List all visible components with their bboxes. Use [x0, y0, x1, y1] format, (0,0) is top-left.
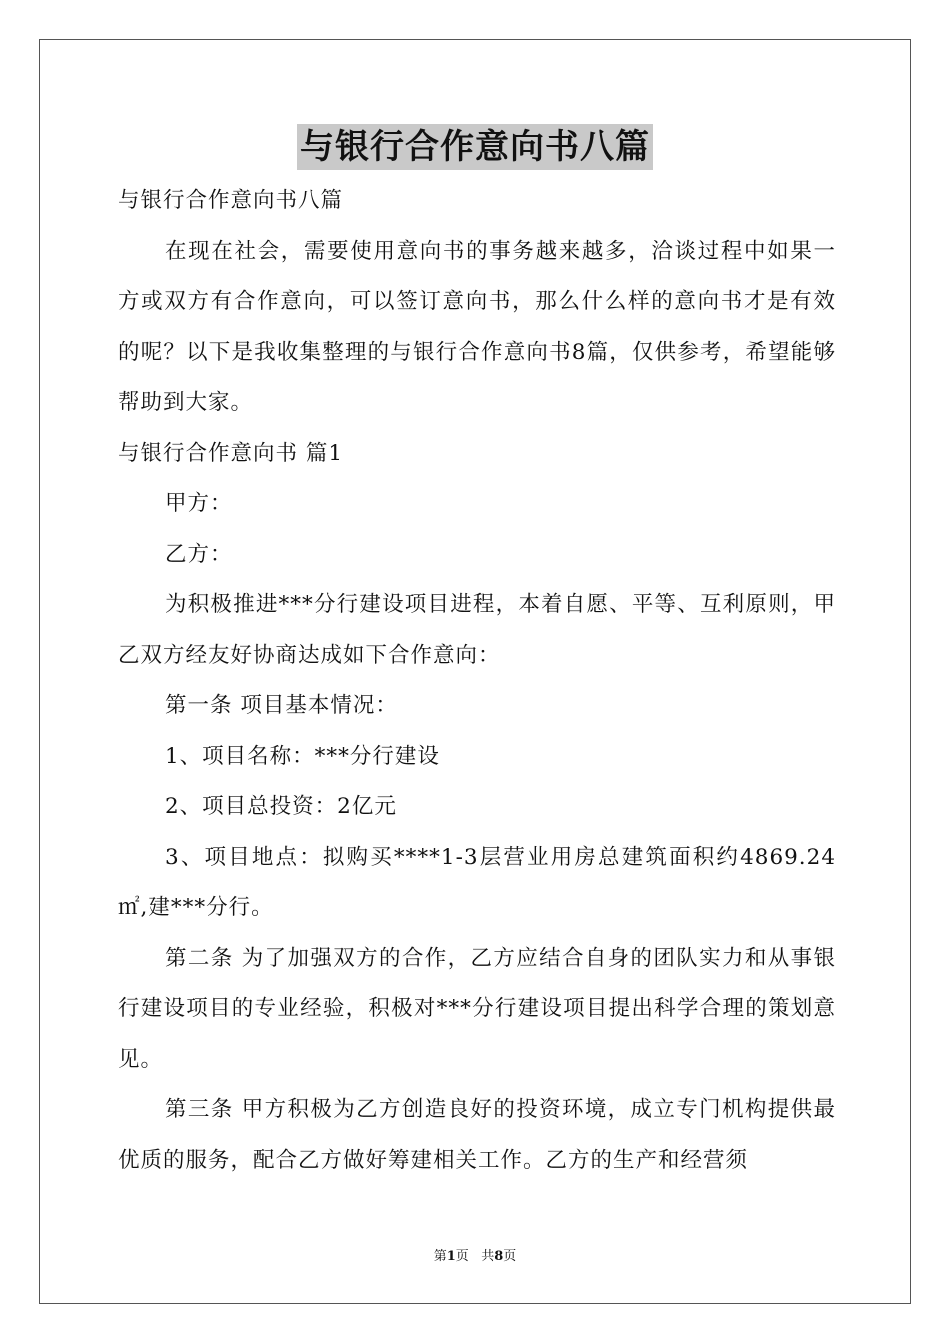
document-body [118, 176, 836, 1186]
footer-total-suffix: 页 [503, 1249, 517, 1264]
paragraph: 2、项目总投资：2亿元 [165, 794, 397, 819]
paragraph: 第二条 为了加强双方的合作，乙方应结合自身的团队实力和从事银行建设项目的专业经验，积极对***分行建设项目提出科学合理的策划意见。 [118, 945, 836, 1072]
footer-total-pages: 8 [494, 1249, 504, 1264]
paragraph: 与银行合作意向书八篇 [118, 188, 344, 213]
footer-prefix: 第 [433, 1249, 447, 1264]
page-footer [0, 1245, 950, 1264]
paragraph: 在现在社会，需要使用意向书的事务越来越多，洽谈过程中如果一方或双方有合作意向，可以签订意向书，那么什么样的意向书才是有效的呢？以下是我收集整理的与银行合作意向书8篇，仅供参考，希望能够帮助到大家。 [118, 238, 836, 415]
paragraph: 甲方： [165, 491, 233, 516]
footer-page-number: 1 [446, 1249, 456, 1264]
paragraph: 乙方： [165, 541, 233, 567]
paragraph: 第一条 项目基本情况： [165, 693, 398, 718]
footer-total-prefix: 共 [481, 1249, 495, 1264]
paragraph: 为积极推进***分行建设项目进程，本着自愿、平等、互利原则，甲乙双方经友好协商达成如下合作意向： [118, 592, 836, 668]
footer-page-suffix: 页 [455, 1249, 469, 1264]
paragraph: 3、项目地点：拟购买****1-3层营业用房总建筑面积约4869.24㎡,建***分行。 [118, 844, 836, 920]
title-container [0, 124, 950, 170]
section-heading: 与银行合作意向书 篇1 [118, 440, 344, 466]
document-title: 与银行合作意向书八篇 [297, 124, 653, 170]
paragraph: 第三条 甲方积极为乙方创造良好的投资环境，成立专门机构提供最优质的服务，配合乙方做好筹建相关工作。乙方的生产和经营须 [118, 1097, 836, 1173]
paragraph: 1、项目名称：***分行建设 [165, 743, 440, 769]
